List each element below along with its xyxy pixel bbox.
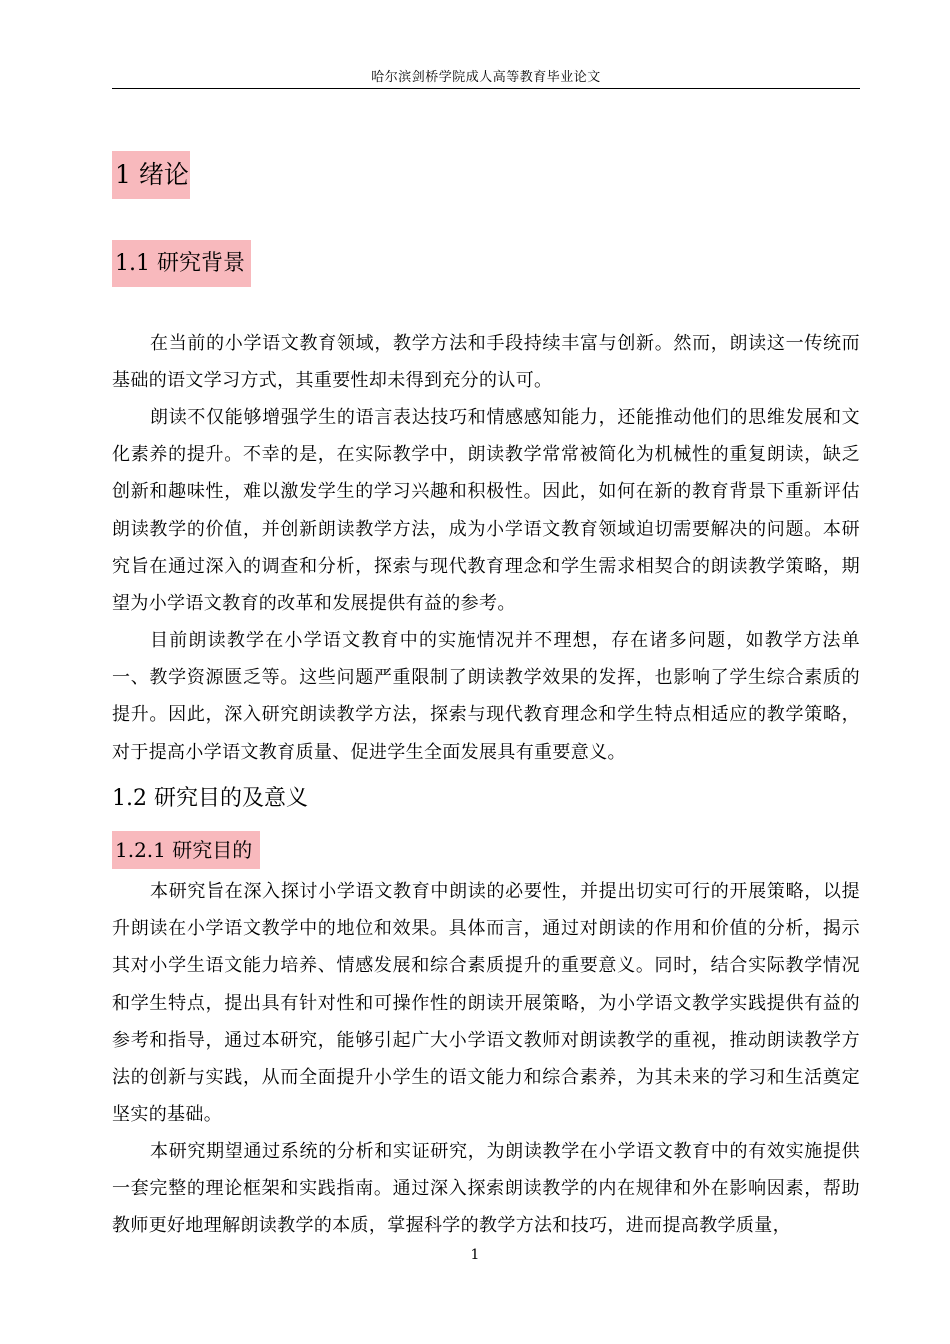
section-heading-background: 1.1 研究背景 [112, 240, 251, 287]
paragraph-background-1: 在当前的小学语文教育领域，教学方法和手段持续丰富与创新。然而，朗读这一传统而基础的语文学习方式，其重要性却未得到充分的认可。 [112, 333, 860, 392]
paragraph-background-3: 目前朗读教学在小学语文教育中的实施情况并不理想，存在诸多问题，如教学方法单一、教学资源匮乏等。这些问题严重限制了朗读教学效果的发挥，也影响了学生综合素质的提升。因此，深入研究朗读教学方法，探索与现代教育理念和学生特点相适应的教学策略，对于提高小学语文教育质量、促进学生全面发展具有重要意义。 [112, 630, 860, 763]
header-divider [112, 88, 860, 89]
paragraph-objective-2: 本研究期望通过系统的分析和实证研究，为朗读教学在小学语文教育中的有效实施提供一套完整的理论框架和实践指南。通过深入探索朗读教学的内在规律和外在影响因素，帮助教师更好地理解朗读教学的本质，掌握科学的教学方法和技巧，进而提高教学质量， [112, 1141, 860, 1237]
subsection-heading-objective: 1.2.1 研究目的 [112, 831, 260, 869]
paragraph-objective-1: 本研究旨在深入探讨小学语文教育中朗读的必要性，并提出切实可行的开展策略，以提升朗读在小学语文教学中的地位和效果。具体而言，通过对朗读的作用和价值的分析，揭示其对小学生语文能力培养、情感发展和综合素质提升的重要意义。同时，结合实际教学情况和学生特点，提出具有针对性和可操作性的朗读开展策略，为小学语文教学实践提供有益的参考和指导，通过本研究，能够引起广大小学语文教师对朗读教学的重视，推动朗读教学方法的创新与实践，从而全面提升小学生的语文能力和综合素养，为其未来的学习和生活奠定坚实的基础。 [112, 881, 860, 1126]
paragraph-background-2: 朗读不仅能够增强学生的语言表达技巧和情感感知能力，还能推动他们的思维发展和文化素养的提升。不幸的是，在实际教学中，朗读教学常常被简化为机械性的重复朗读，缺乏创新和趣味性，难以激发学生的学习兴趣和积极性。因此，如何在新的教育背景下重新评估朗读教学的价值，并创新朗读教学方法，成为小学语文教育领域迫切需要解决的问题。本研究旨在通过深入的调查和分析，探索与现代教育理念和学生需求相契合的朗读教学策略，期望为小学语文教育的改革和发展提供有益的参考。 [112, 407, 860, 615]
section-heading-purpose: 1.2 研究目的及意义 [112, 786, 308, 811]
running-header: 哈尔滨剑桥学院成人高等教育毕业论文 [371, 70, 601, 85]
page-number: 1 [470, 1247, 480, 1263]
chapter-heading: 1 绪论 [112, 151, 190, 199]
